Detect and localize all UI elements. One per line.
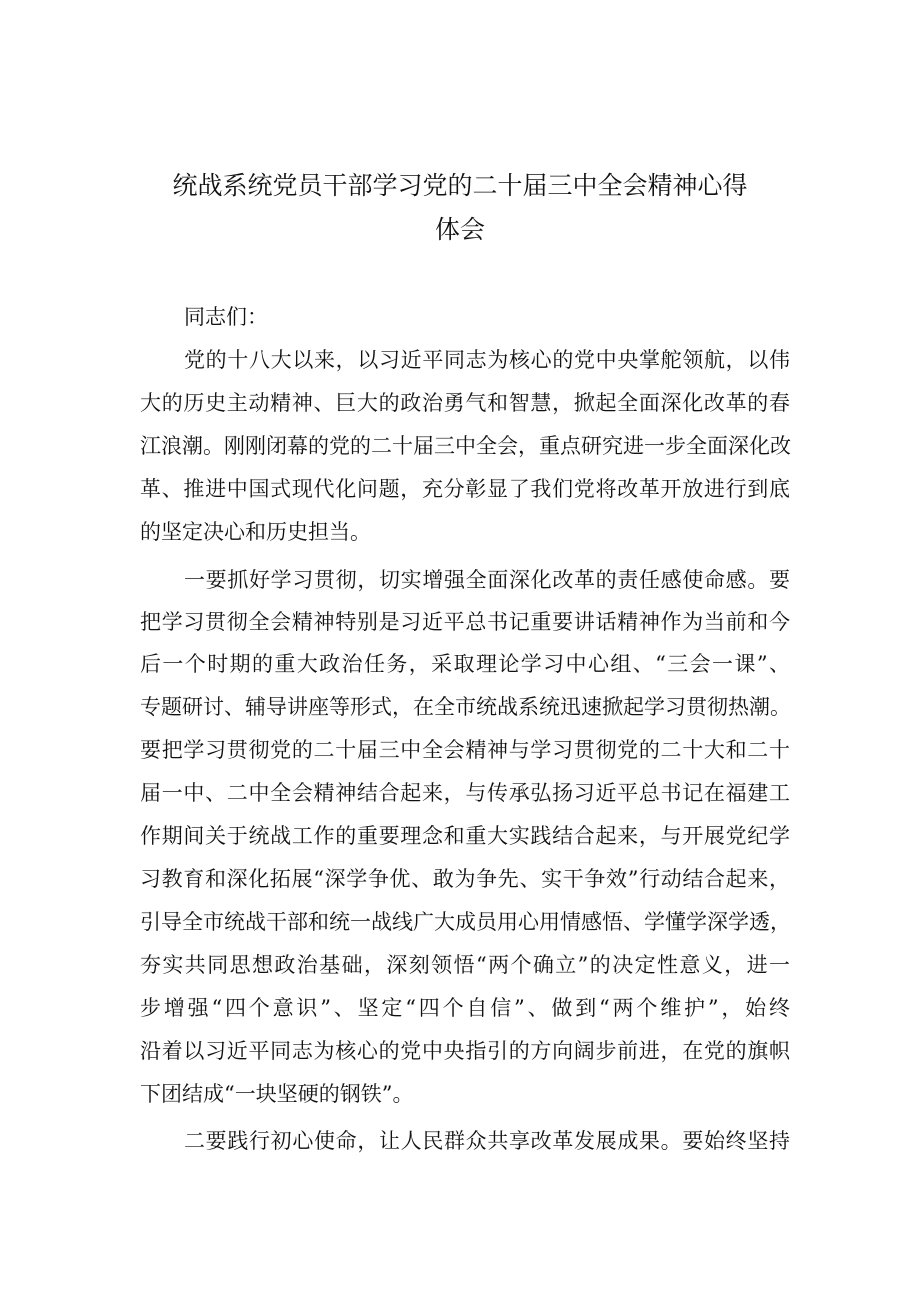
paragraph-1-line: 江浪潮。刚刚闭幕的党的二十届三中全会，重点研究进一步全面深化改 <box>140 434 791 458</box>
paragraph-2-line: 一要抓好学习贯彻，切实增强全面深化改革的责任感使命感。要 <box>184 568 790 592</box>
paragraph-1-line: 党的十八大以来，以习近平同志为核心的党中央掌舵领航，以伟 <box>184 348 790 372</box>
paragraph-2-line: 沿着以习近平同志为核心的党中央指引的方向阔步前进，在党的旗帜 <box>140 1039 790 1063</box>
paragraph-2-line: 作期间关于统战工作的重要理念和重大实践结合起来，与开展党纪学 <box>140 824 790 848</box>
paragraph-1-line: 的坚定决心和历史担当。 <box>140 520 371 544</box>
paragraph-2-line: 下团结成“一块坚硬的钢铁”。 <box>140 1082 414 1106</box>
paragraph-2-line: 步增强“四个意识”、坚定“四个自信”、做到“两个维护”，始终 <box>140 996 790 1020</box>
paragraph-3-line: 二要践行初心使命，让人民群众共享改革发展成果。要始终坚持 <box>184 1129 790 1153</box>
paragraph-2-line: 引导全市统战干部和统一战线广大成员用心用情感悟、学懂学深学透， <box>140 910 791 934</box>
paragraph-2-line: 习教育和深化拓展“深学争优、敢为争先、实干争效”行动结合起来， <box>140 867 790 891</box>
document-title-line-1: 统战系统党员干部学习党的二十届三中全会精神心得 <box>172 171 748 200</box>
paragraph-2-line: 届一中、二中全会精神结合起来，与传承弘扬习近平总书记在福建工 <box>140 781 790 805</box>
paragraph-2-line: 夯实共同思想政治基础，深刻领悟“两个确立”的决定性意义，进一 <box>140 953 790 977</box>
paragraph-2-line: 要把学习贯彻党的二十届三中全会精神与学习贯彻党的二十大和二十 <box>140 738 790 762</box>
paragraph-1-line: 革、推进中国式现代化问题，充分彰显了我们党将改革开放进行到底 <box>140 477 790 501</box>
paragraph-1-line: 大的历史主动精神、巨大的政治勇气和智慧，掀起全面深化改革的春 <box>140 391 790 415</box>
paragraph-2-line: 专题研讨、辅导讲座等形式，在全市统战系统迅速掀起学习贯彻热潮。 <box>140 695 791 719</box>
greeting: 同志们： <box>184 305 268 329</box>
paragraph-2-line: 把学习贯彻全会精神特别是习近平总书记重要讲话精神作为当前和今 <box>140 610 790 634</box>
paragraph-2-line: 后一个时期的重大政治任务，采取理论学习中心组、“三会一课”、 <box>140 652 790 676</box>
document-title-line-2: 体会 <box>434 215 485 244</box>
